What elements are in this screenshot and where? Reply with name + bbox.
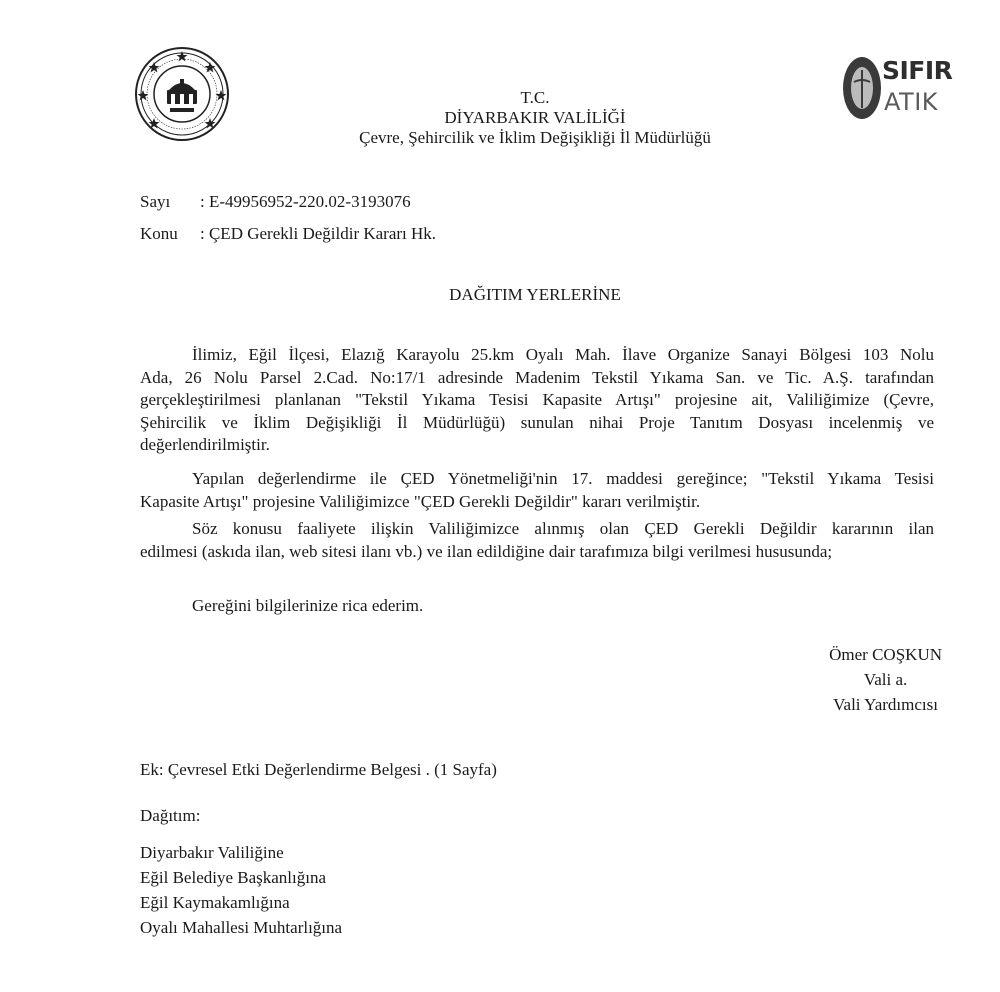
zero-waste-logo: [840, 50, 953, 126]
signatory-title: Vali Yardımcısı: [833, 695, 938, 714]
reference-number: [140, 192, 411, 212]
subject-value: : ÇED Gerekli Değildir Kararı Hk.: [200, 224, 437, 243]
paragraph-main: [140, 344, 934, 457]
signatory-name: Ömer COŞKUN: [829, 645, 942, 664]
signatory-on-behalf: Vali a.: [863, 670, 908, 689]
zero-waste-bottom-text: ATIK: [884, 88, 939, 116]
paragraph-line: Yapılan değerlendirme ile ÇED Yönetmeliği'nin 17. maddesi gereğince; "Tekstil Yıkama Tesisi: [192, 469, 934, 488]
distribution-item: Eğil Belediye Başkanlığına: [140, 868, 327, 887]
distribution-item: Eğil Kaymakamlığına: [140, 893, 290, 912]
distribution-title: Dağıtım:: [140, 806, 201, 825]
letterhead-line-tc: T.C.: [520, 88, 550, 107]
paragraph-line: Söz konusu faaliyete ilişkin Valiliğimizce alınmış olan ÇED Gerekli Değildir kararının ilan: [192, 519, 934, 538]
ministry-emblem-icon: [134, 46, 230, 142]
paragraph-announcement: [140, 518, 934, 563]
zero-waste-leaf-icon: [840, 52, 884, 122]
signature-block: [829, 642, 942, 717]
paragraph-line: Ada, 26 Nolu Parsel 2.Cad. No:17/1 adresinde Madenim Tekstil Yıkama San. ve Tic. A.Ş. tarafından: [140, 367, 934, 387]
letterhead-line-directorate: Çevre, Şehircilik ve İklim Değişikliği İl Müdürlüğü: [359, 128, 711, 147]
distribution-list: [140, 840, 342, 940]
zero-waste-top-text: SIFIR: [882, 56, 953, 85]
distribution-item: Oyalı Mahallesi Muhtarlığına: [140, 918, 343, 937]
subject-line: [140, 224, 436, 244]
reference-number-label: Sayı: [140, 192, 171, 211]
paragraph-decision: [140, 468, 934, 513]
recipient-heading: DAĞITIM YERLERİNE: [449, 285, 621, 304]
letterhead: [300, 88, 770, 148]
paragraph-line: değerlendirilmiştir.: [140, 435, 270, 454]
distribution-item: Diyarbakır Valiliğine: [140, 843, 284, 862]
paragraph-line: gerçekleştirilmesi planlanan "Tekstil Yıkama Tesisi Kapasite Artışı" projesine ait, Valiliğimize (Çevre,: [140, 390, 934, 409]
attachment-line: Ek: Çevresel Etki Değerlendirme Belgesi . (1 Sayfa): [140, 760, 497, 779]
closing-sentence: Gereğini bilgilerinize rica ederim.: [192, 596, 424, 615]
paragraph-line: Kapasite Artışı" projesine Valiliğimizce "ÇED Gerekli Değildir" kararı verilmiştir.: [140, 491, 701, 511]
paragraph-line: edilmesi (askıda ilan, web sitesi ilanı vb.) ve ilan edildiğine dair tarafımıza bilgi verilmesi hususunda;: [140, 541, 833, 561]
paragraph-line: İlimiz, Eğil İlçesi, Elazığ Karayolu 25.km Oyalı Mah. İlave Organize Sanayi Bölgesi 103 Nolu: [192, 345, 934, 364]
paragraph-line: Şehircilik ve İklim Değişikliği İl Müdürlüğü) sunulan nihai Proje Tanıtım Dosyası incelenmiş ve: [140, 412, 934, 432]
letterhead-line-governorship: DİYARBAKIR VALİLİĞİ: [444, 108, 626, 127]
subject-label: Konu: [140, 224, 178, 243]
reference-number-value: : E-49956952-220.02-3193076: [200, 192, 411, 211]
